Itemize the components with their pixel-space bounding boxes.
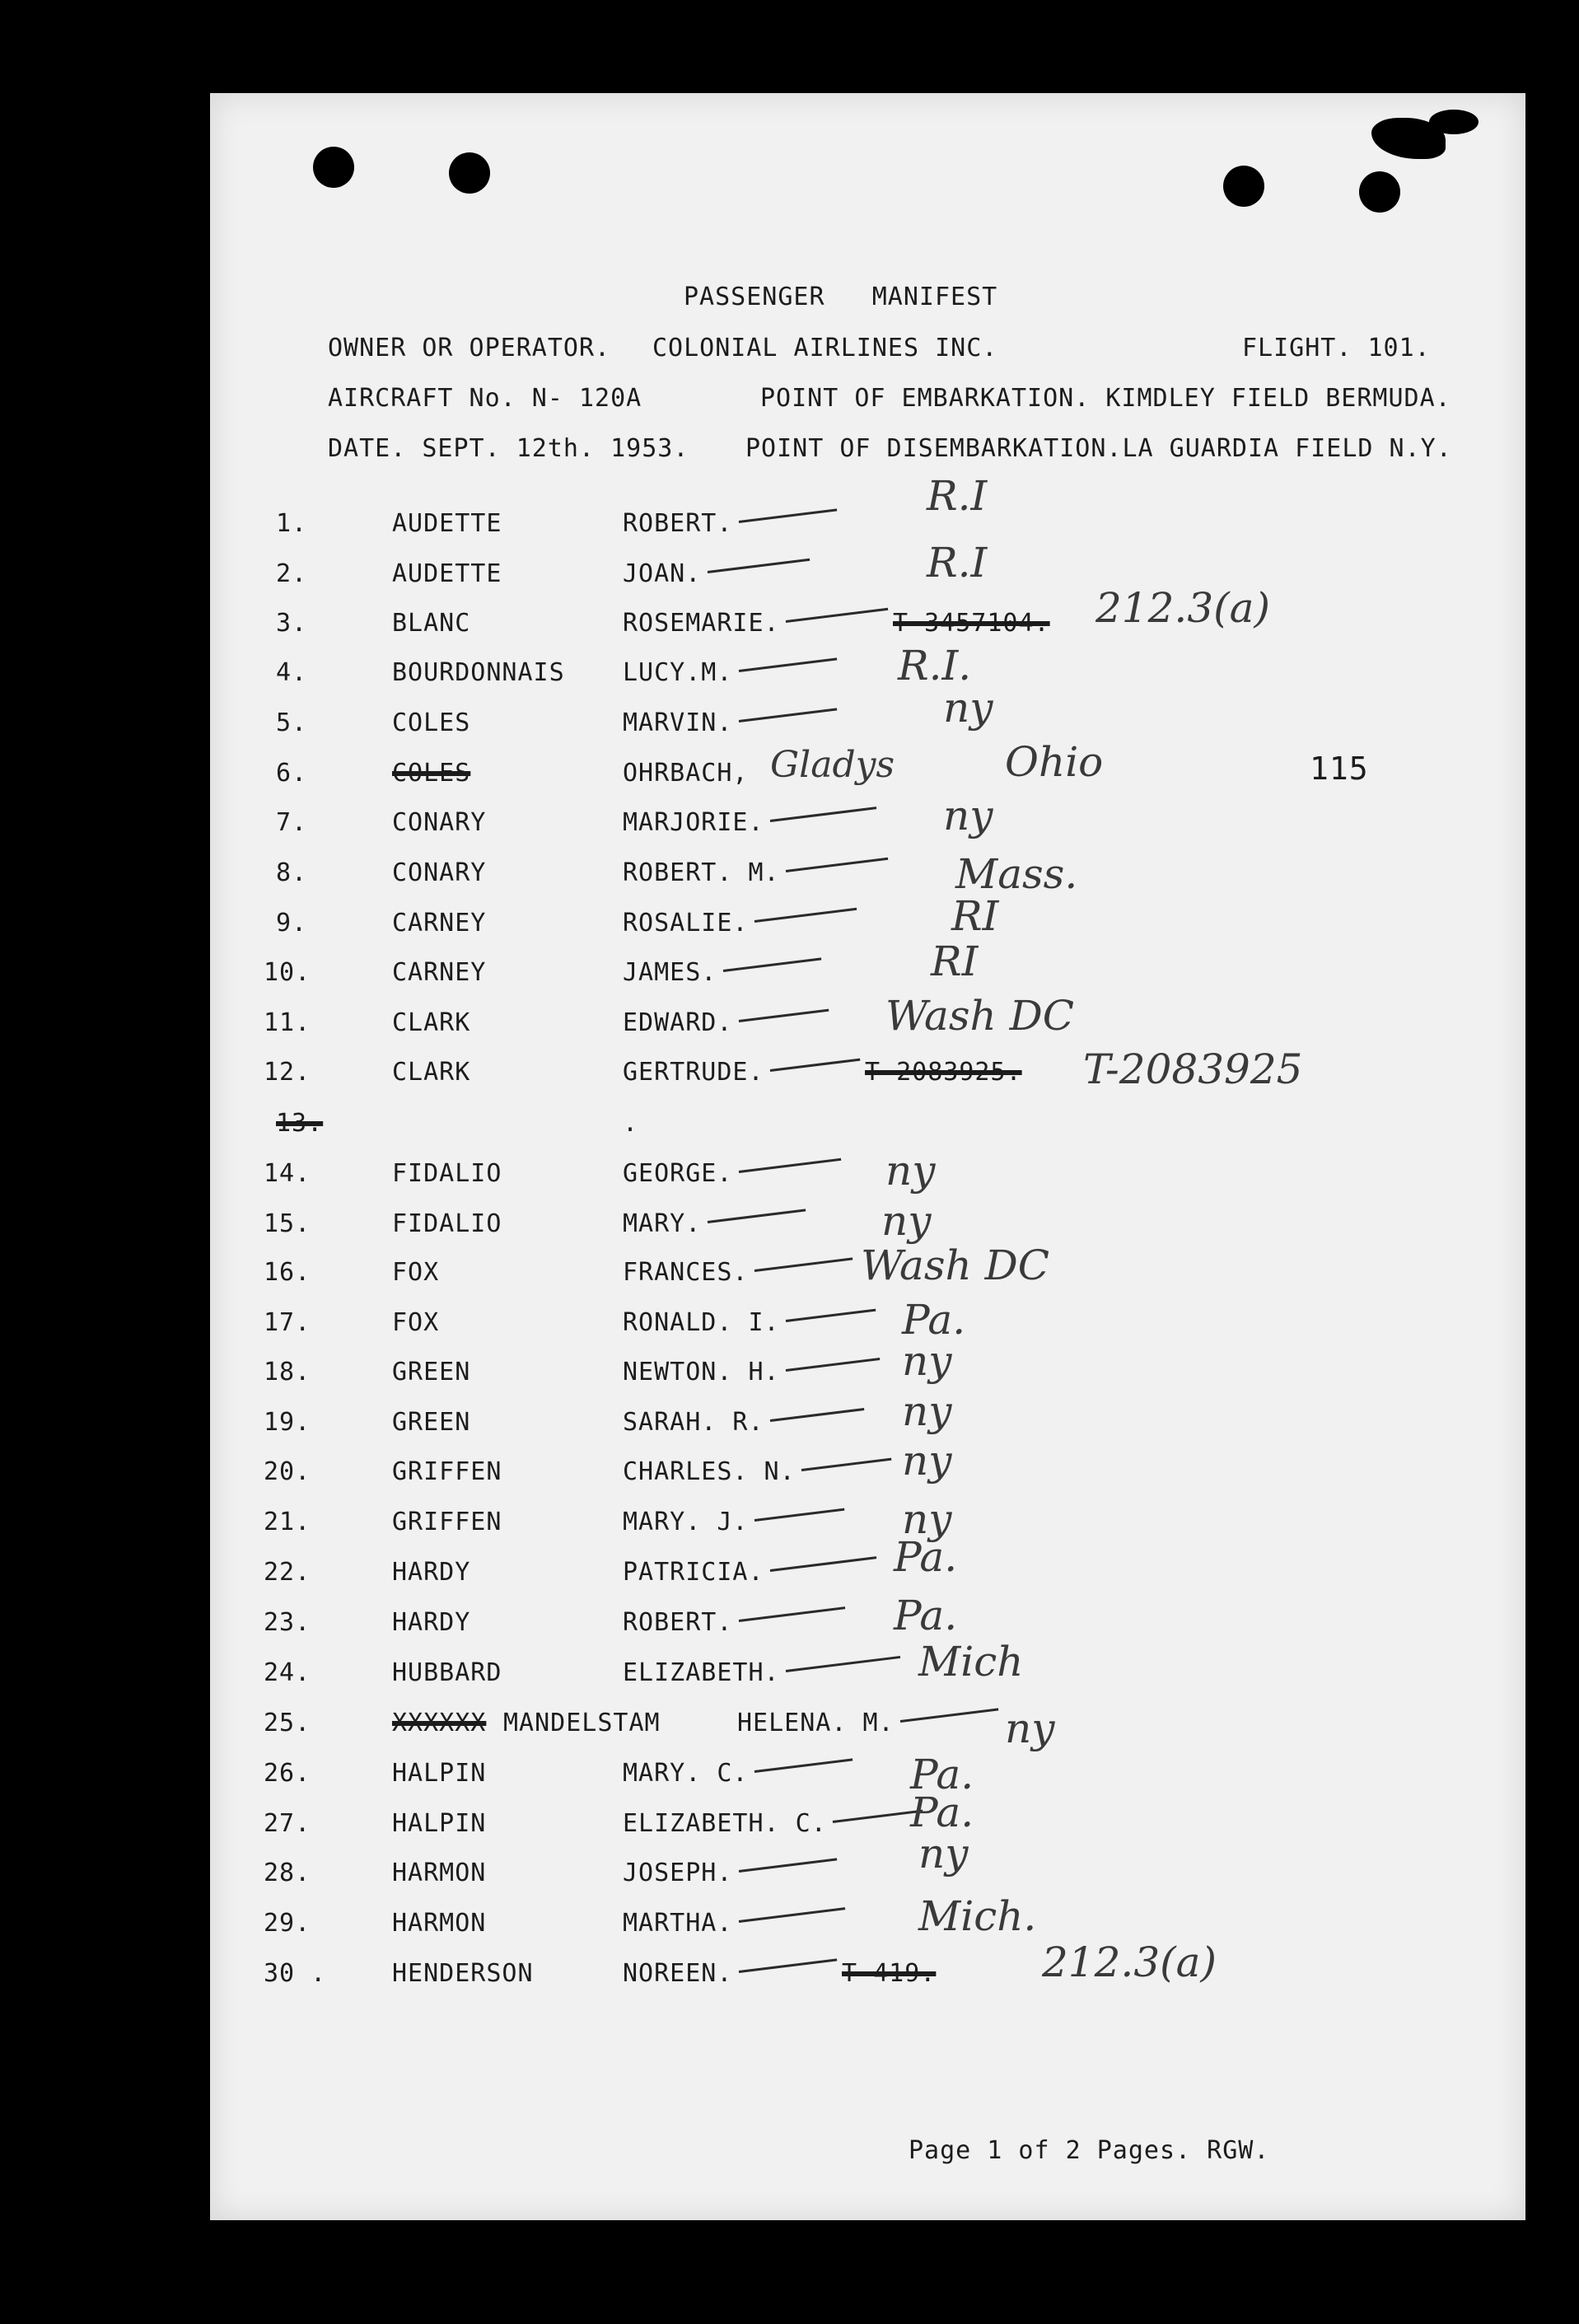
entry-dash (770, 1556, 876, 1572)
entry-dash (708, 559, 810, 573)
passenger-given-name: . (623, 1109, 639, 1138)
row-number: 4. (276, 658, 308, 687)
handwritten-state-note: RI (931, 938, 979, 985)
margin-note: 115 (1310, 751, 1369, 787)
passenger-given-name: ROBERT. (623, 1608, 733, 1637)
passenger-surname: CLARK (392, 1008, 471, 1037)
entry-dash (786, 1309, 876, 1322)
passenger-surname: HENDERSON (392, 1959, 534, 1988)
passenger-surname: HARMON (392, 1859, 487, 1887)
entry-dash (754, 1508, 845, 1522)
row-number: 29. (264, 1909, 311, 1938)
handwritten-state-note: ny (902, 1387, 952, 1435)
entry-dash (786, 858, 888, 872)
entry-dash (900, 1708, 998, 1723)
handwritten-given-name: Gladys (770, 744, 895, 786)
handwritten-state-note: Mich. (918, 1892, 1037, 1940)
passenger-given-name: OHRBACH, (623, 759, 764, 788)
passenger-given-name: LUCY.M. (623, 658, 733, 687)
handwritten-state-note: 212.3(a) (1095, 584, 1270, 632)
passenger-surname: HALPIN (392, 1809, 487, 1838)
entry-dash (739, 508, 837, 523)
handwritten-state-note: ny (885, 1147, 936, 1195)
entry-dash (770, 1059, 861, 1072)
passenger-given-name: HELENA. M. (737, 1709, 895, 1737)
passenger-surname: GREEN (392, 1358, 471, 1386)
passenger-given-name: MARY. J. (623, 1508, 749, 1536)
passenger-given-name: JOSEPH. (623, 1859, 733, 1887)
handwritten-state-note: Wash DC (861, 1241, 1049, 1289)
row-number: 17. (264, 1308, 311, 1337)
row-number: 7. (276, 808, 308, 837)
passenger-given-name: ROBERT. (623, 509, 733, 538)
passenger-given-name: PATRICIA. (623, 1558, 764, 1587)
surname-struck: XXXXXX (392, 1709, 487, 1737)
handwritten-state-note: R.I (927, 472, 988, 520)
entry-dash (739, 1158, 841, 1173)
passenger-surname: AUDETTE (392, 509, 502, 538)
row-number: 15. (264, 1209, 311, 1238)
row-number: 19. (264, 1408, 311, 1437)
manifest-page (210, 93, 1525, 2220)
passenger-given-name: EDWARD. (623, 1008, 733, 1037)
handwritten-state-note: ny (881, 1197, 932, 1245)
entry-dash (739, 657, 837, 672)
entry-dash (754, 908, 857, 923)
punch-hole-right-1 (1223, 166, 1264, 207)
punch-hole-left-1 (313, 147, 354, 188)
passenger-given-name: FRANCES. (623, 1258, 749, 1287)
struck-document-number: T-3457104. (893, 609, 1050, 638)
handwritten-state-note: Wash DC (885, 992, 1074, 1040)
passenger-surname: CONARY (392, 858, 487, 887)
passenger-given-name: MARY. (623, 1209, 702, 1238)
manifest-date: DATE. SEPT. 12th. 1953. (328, 434, 689, 463)
row-number: 9. (276, 909, 308, 938)
row-number: 30 . (264, 1959, 327, 1988)
entry-dash (739, 1907, 845, 1923)
passenger-surname: CONARY (392, 808, 487, 837)
row-number-struck: 13. (276, 1109, 324, 1138)
handwritten-state-note: ny (943, 792, 993, 839)
passenger-surname: HARDY (392, 1608, 471, 1637)
entry-dash (739, 708, 837, 722)
passenger-surname: GRIFFEN (392, 1508, 502, 1536)
row-number: 6. (276, 759, 308, 788)
passenger-surname: HUBBARD (392, 1658, 502, 1687)
passenger-given-name: RONALD. I. (623, 1308, 780, 1337)
handwritten-state-note: Pa. (910, 1751, 974, 1798)
disembarkation-point: POINT OF DISEMBARKATION.LA GUARDIA FIELD N.Y. (745, 434, 1452, 463)
passenger-given-name: SARAH. R. (623, 1408, 764, 1437)
row-number: 14. (264, 1159, 311, 1188)
passenger-surname: COLES (392, 708, 471, 737)
row-number: 11. (264, 1008, 311, 1037)
passenger-surname: HARDY (392, 1558, 471, 1587)
passenger-surname: HALPIN (392, 1759, 487, 1788)
row-number: 21. (264, 1508, 311, 1536)
entry-dash (723, 957, 821, 972)
passenger-surname: FIDALIO (392, 1159, 502, 1188)
passenger-surname: CLARK (392, 1058, 471, 1087)
passenger-surname: BOURDONNAIS (392, 658, 565, 687)
row-number: 8. (276, 858, 308, 887)
entry-dash (786, 1358, 881, 1372)
entry-dash (786, 608, 888, 623)
entry-dash (754, 1257, 853, 1272)
passenger-given-name: GERTRUDE. (623, 1058, 764, 1087)
passenger-surname: FOX (392, 1258, 440, 1287)
passenger-surname: HARMON (392, 1909, 487, 1938)
entry-dash (739, 1958, 837, 1973)
aircraft-number: AIRCRAFT No. N- 120A (328, 384, 642, 413)
passenger-given-name: ROBERT. M. (623, 858, 780, 887)
surname-struck: COLES (392, 759, 471, 788)
row-number: 27. (264, 1809, 311, 1838)
passenger-given-name: MARY. C. (623, 1759, 749, 1788)
owner-label: OWNER OR OPERATOR. (328, 334, 611, 362)
row-number: 22. (264, 1558, 311, 1587)
handwritten-state-note: ny (902, 1437, 952, 1485)
handwritten-state-note: Mich (918, 1638, 1024, 1686)
owner-value: COLONIAL AIRLINES INC. (652, 334, 998, 362)
punch-hole-left-2 (449, 152, 490, 194)
entry-dash (739, 1858, 837, 1873)
entry-dash (786, 1656, 900, 1672)
row-number: 12. (264, 1058, 311, 1087)
handwritten-state-note: 212.3(a) (1042, 1938, 1217, 1986)
row-number: 18. (264, 1358, 311, 1386)
row-number: 2. (276, 559, 308, 588)
page-footer: Page 1 of 2 Pages. RGW. (909, 2136, 1270, 2165)
passenger-given-name: MARJORIE. (623, 808, 764, 837)
entry-dash (739, 1606, 845, 1622)
row-number: 23. (264, 1608, 311, 1637)
entry-dash (708, 1209, 806, 1223)
entry-dash (801, 1458, 892, 1471)
passenger-surname: CARNEY (392, 958, 487, 987)
passenger-given-name: JOAN. (623, 559, 702, 588)
passenger-surname: GREEN (392, 1408, 471, 1437)
handwritten-state-note: Pa. (894, 1533, 958, 1581)
row-number: 1. (276, 509, 308, 538)
handwritten-state-note: Pa. (902, 1296, 966, 1344)
passenger-surname: GRIFFEN (392, 1457, 502, 1486)
passenger-surname: CARNEY (392, 909, 487, 938)
row-number: 20. (264, 1457, 311, 1486)
handwritten-state-note: ny (943, 684, 993, 732)
passenger-given-name: NOREEN. (623, 1959, 733, 1988)
handwritten-state-note: R.I (927, 539, 988, 587)
passenger-given-name: NEWTON. H. (623, 1358, 780, 1386)
struck-document-number: T-2083925. (865, 1058, 1022, 1087)
handwritten-state-note: Pa. (910, 1789, 974, 1836)
handwritten-state-note: RI (951, 892, 999, 940)
handwritten-state-note: Ohio (1005, 738, 1104, 786)
handwritten-state-note: ny (1005, 1704, 1055, 1752)
manifest-title: PASSENGER MANIFEST (684, 283, 998, 311)
row-number: 3. (276, 609, 308, 638)
passenger-surname: BLANC (392, 609, 471, 638)
passenger-surname: MANDELSTAM (503, 1709, 661, 1737)
punch-hole-right-2 (1359, 171, 1400, 213)
torn-corner-edge (1429, 110, 1479, 134)
handwritten-state-note: ny (902, 1495, 952, 1543)
handwritten-state-note: ny (902, 1337, 952, 1385)
entry-dash (754, 1758, 853, 1773)
row-number: 10. (264, 958, 311, 987)
struck-document-number: T-419. (842, 1959, 937, 1988)
passenger-given-name: GEORGE. (623, 1159, 733, 1188)
passenger-given-name: CHARLES. N. (623, 1457, 796, 1486)
passenger-given-name: ELIZABETH. (623, 1658, 780, 1687)
flight-number: FLIGHT. 101. (1242, 334, 1431, 362)
handwritten-state-note: T-2083925 (1083, 1045, 1303, 1093)
row-number: 26. (264, 1759, 311, 1788)
handwritten-state-note: ny (918, 1830, 969, 1877)
handwritten-state-note: Pa. (894, 1592, 958, 1639)
embarkation-point: POINT OF EMBARKATION. KIMDLEY FIELD BERMUDA. (760, 384, 1451, 413)
passenger-surname: FIDALIO (392, 1209, 502, 1238)
handwritten-state-note: Mass. (955, 850, 1078, 898)
row-number: 24. (264, 1658, 311, 1687)
handwritten-state-note: R.I. (898, 642, 972, 690)
row-number: 5. (276, 708, 308, 737)
row-number: 16. (264, 1258, 311, 1287)
entry-dash (770, 807, 876, 822)
passenger-given-name: MARTHA. (623, 1909, 733, 1938)
passenger-surname: FOX (392, 1308, 440, 1337)
passenger-given-name: ELIZABETH. C. (623, 1809, 827, 1838)
entry-dash (770, 1408, 865, 1422)
passenger-given-name: ROSEMARIE. (623, 609, 780, 638)
passenger-given-name: ROSALIE. (623, 909, 749, 938)
passenger-given-name: JAMES. (623, 958, 717, 987)
row-number: 25. (264, 1709, 311, 1737)
passenger-surname: AUDETTE (392, 559, 502, 588)
passenger-given-name: MARVIN. (623, 708, 733, 737)
entry-dash (739, 1009, 829, 1022)
entry-dash (833, 1810, 923, 1823)
row-number: 28. (264, 1859, 311, 1887)
